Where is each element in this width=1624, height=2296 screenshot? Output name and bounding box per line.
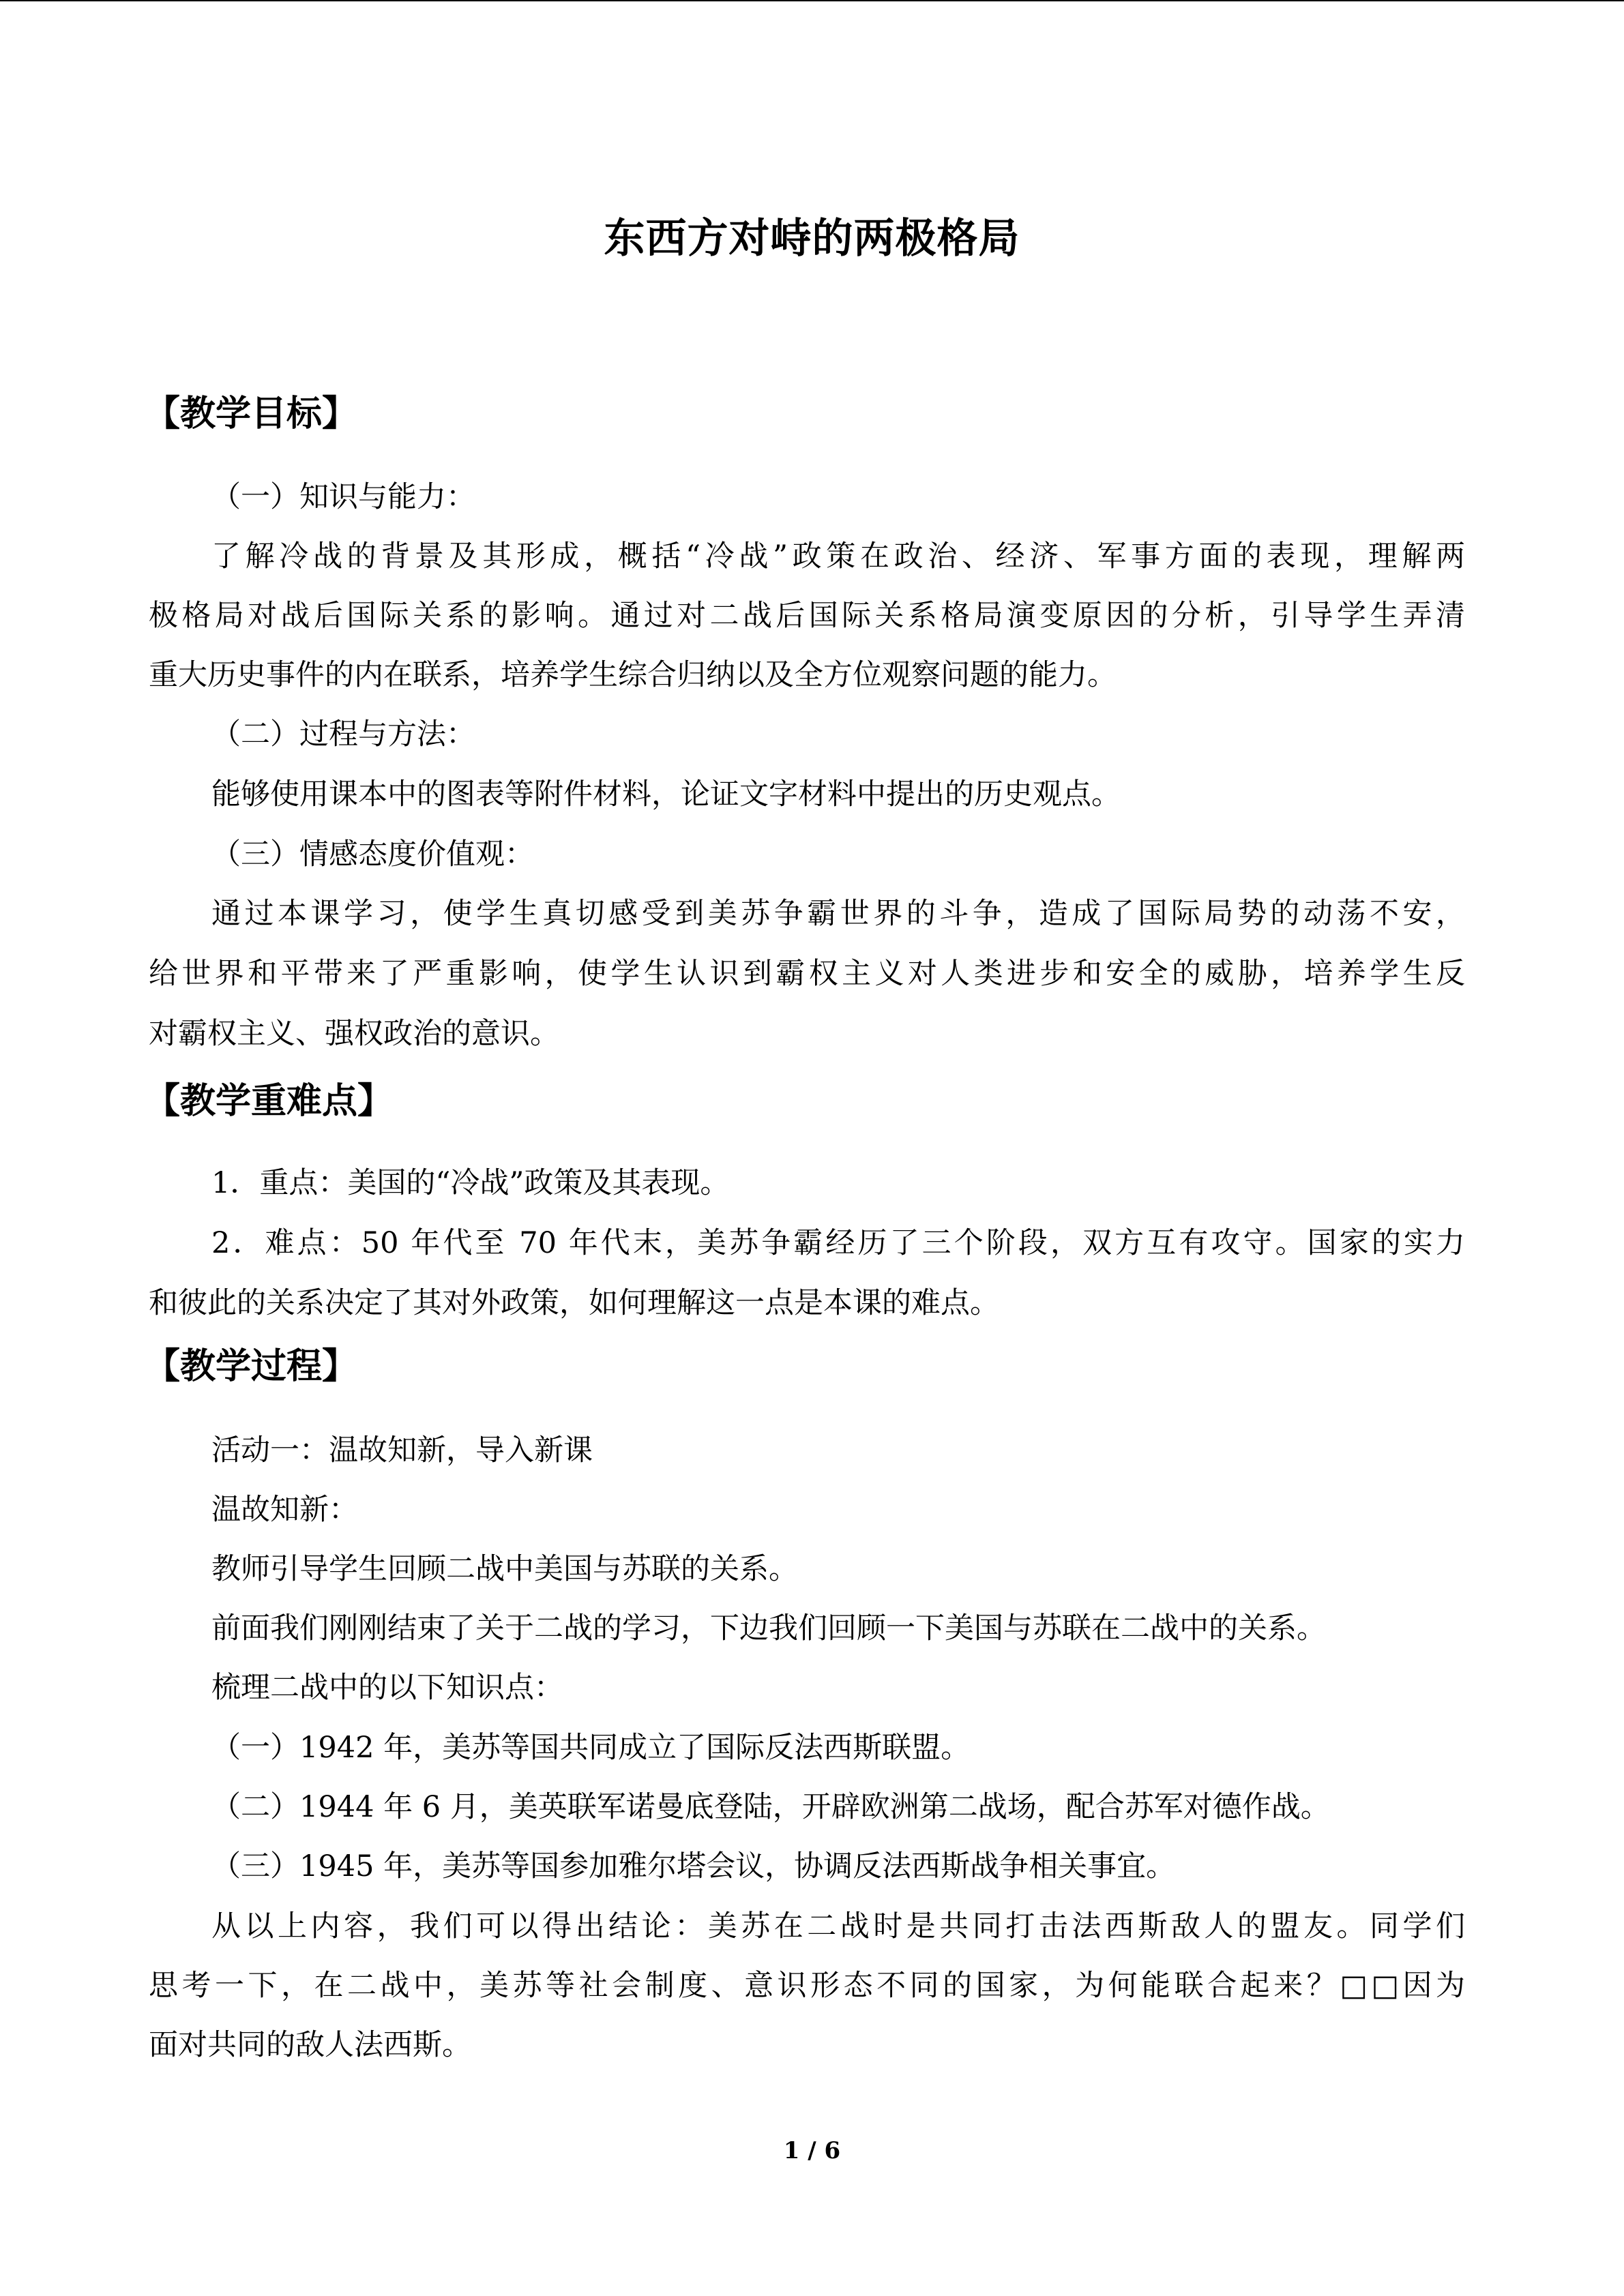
paragraph-line: 面对共同的敌人法西斯。 — [149, 2028, 471, 2062]
paragraph-line: 前面我们刚刚结束了关于二战的学习，下边我们回顾一下美国与苏联在二战中的关系。 — [211, 1611, 1326, 1645]
heading-objectives: 【教学目标】 — [145, 393, 358, 434]
difficult-point: 2．难点：50 年代至 70 年代末，美苏争霸经历了三个阶段，双方互有攻守。国家的实力 — [211, 1226, 1465, 1260]
paragraph-line: 从以上内容，我们可以得出结论：美苏在二战时是共同打击法西斯敌人的盟友。同学们 — [211, 1909, 1465, 1943]
paragraph-line: 了解冷战的背景及其形成，概括“冷战”政策在政治、经济、军事方面的表现，理解两 — [211, 539, 1465, 573]
activity-title: 活动一：温故知新，导入新课 — [211, 1433, 593, 1467]
paragraph-line: 和彼此的关系决定了其对外政策，如何理解这一点是本课的难点。 — [149, 1286, 999, 1320]
paragraph-line: 重大历史事件的内在联系，培养学生综合归纳以及全方位观察问题的能力。 — [149, 658, 1117, 692]
process-method-label: （二）过程与方法： — [211, 717, 475, 751]
list-item: （三）1945 年，美苏等国参加雅尔塔会议，协调反法西斯战争相关事宜。 — [211, 1849, 1176, 1883]
review-label: 温故知新： — [211, 1493, 358, 1527]
summary-label: 梳理二战中的以下知识点： — [211, 1671, 563, 1705]
list-item: （一）1942 年，美苏等国共同成立了国际反法西斯联盟。 — [211, 1731, 971, 1765]
paragraph-line: 通过本课学习，使学生真切感受到美苏争霸世界的斗争，造成了国际局势的动荡不安， — [211, 897, 1465, 931]
knowledge-label: （一）知识与能力： — [211, 480, 475, 514]
paragraph-line: 教师引导学生回顾二战中美国与苏联的关系。 — [211, 1552, 798, 1586]
paragraph-line: 能够使用课本中的图表等附件材料，论证文字材料中提出的历史观点。 — [211, 777, 1121, 811]
paragraph-line: 对霸权主义、强权政治的意识。 — [149, 1017, 559, 1051]
heading-process: 【教学过程】 — [145, 1345, 358, 1387]
page-title: 东西方对峙的两极格局 — [604, 215, 1020, 263]
page-number: 1 / 6 — [783, 2137, 841, 2164]
paragraph-line: 思考一下，在二战中，美苏等社会制度、意识形态不同的国家，为何能联合起来？□□因为 — [149, 1969, 1465, 2003]
key-point: 1．重点：美国的“冷战”政策及其表现。 — [211, 1166, 730, 1200]
list-item: （二）1944 年 6 月，美英联军诺曼底登陆，开辟欧洲第二战场，配合苏军对德作战。 — [211, 1790, 1330, 1824]
emotion-label: （三）情感态度价值观： — [211, 837, 534, 871]
paragraph-line: 极格局对战后国际关系的影响。通过对二战后国际关系格局演变原因的分析，引导学生弄清 — [149, 599, 1465, 633]
heading-key-points: 【教学重难点】 — [145, 1080, 394, 1122]
paragraph-line: 给世界和平带来了严重影响，使学生认识到霸权主义对人类进步和安全的威胁，培养学生反 — [149, 957, 1465, 991]
